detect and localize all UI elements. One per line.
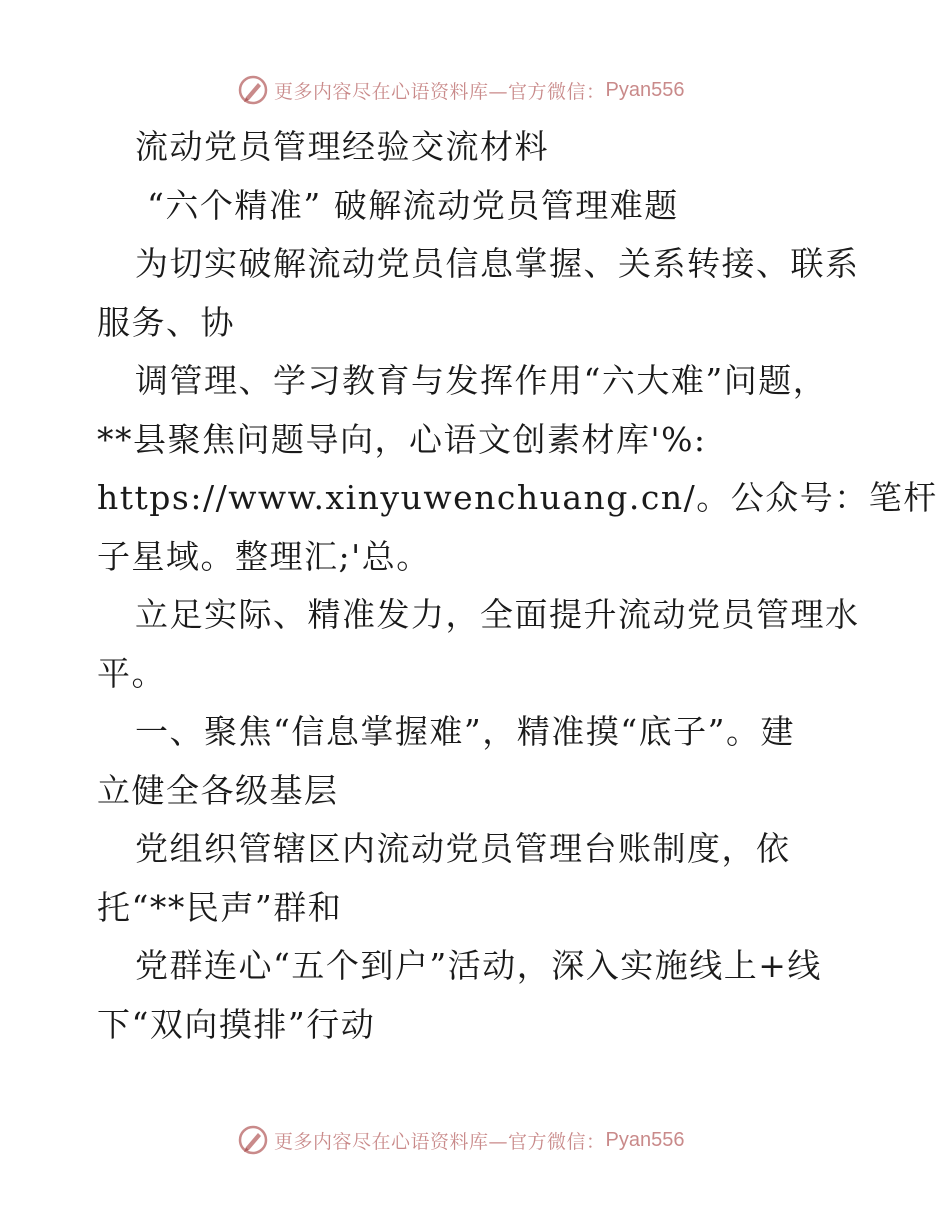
- watermark-text: 更多内容尽在心语资料库—官方微信：: [274, 1130, 606, 1153]
- document-title: 流动党员管理经验交流材料: [135, 127, 549, 166]
- watermark-footer: [236, 1122, 684, 1158]
- paragraph-line: 调管理、学习教育与发挥作用“六大难”问题，: [135, 361, 828, 400]
- paragraph-line: 服务、协: [97, 302, 235, 342]
- section-heading-line: 一、聚焦“信息掌握难”，精准摸“底子”。建: [135, 712, 795, 751]
- paragraph-line: 立健全各级基层: [97, 770, 339, 810]
- paragraph-line: 托“**民声”群和: [97, 887, 343, 927]
- paragraph-line: 为切实破解流动党员信息掌握、关系转接、联系: [135, 244, 860, 283]
- paragraph-line: **县聚焦问题导向，心语文创素材库'%:: [97, 419, 707, 459]
- pen-logo-icon: [236, 73, 270, 107]
- document-body: [97, 118, 938, 1054]
- watermark-text: 更多内容尽在心语资料库—官方微信：: [274, 80, 606, 103]
- watermark-wechat-id: Pyan556: [605, 1128, 685, 1151]
- paragraph-line: https://www.xinyuwenchuang.cn/。公众号：笔杆: [97, 478, 938, 517]
- paragraph-line: 党群连心“五个到户”活动，深入实施线上+线: [135, 946, 822, 985]
- paragraph-line: 下“双向摸排”行动: [97, 1004, 376, 1044]
- paragraph-line: 平。: [97, 653, 166, 693]
- paragraph-line: 子星域。整理汇;'总。: [97, 536, 431, 576]
- watermark-wechat-id: Pyan556: [605, 78, 685, 101]
- document-subtitle: “六个精准” 破解流动党员管理难题: [147, 185, 679, 225]
- pen-logo-icon: [236, 1123, 270, 1157]
- paragraph-line: 立足实际、精准发力，全面提升流动党员管理水: [135, 595, 860, 634]
- paragraph-line: 党组织管辖区内流动党员管理台账制度，依: [135, 829, 791, 868]
- watermark-header: [236, 72, 684, 108]
